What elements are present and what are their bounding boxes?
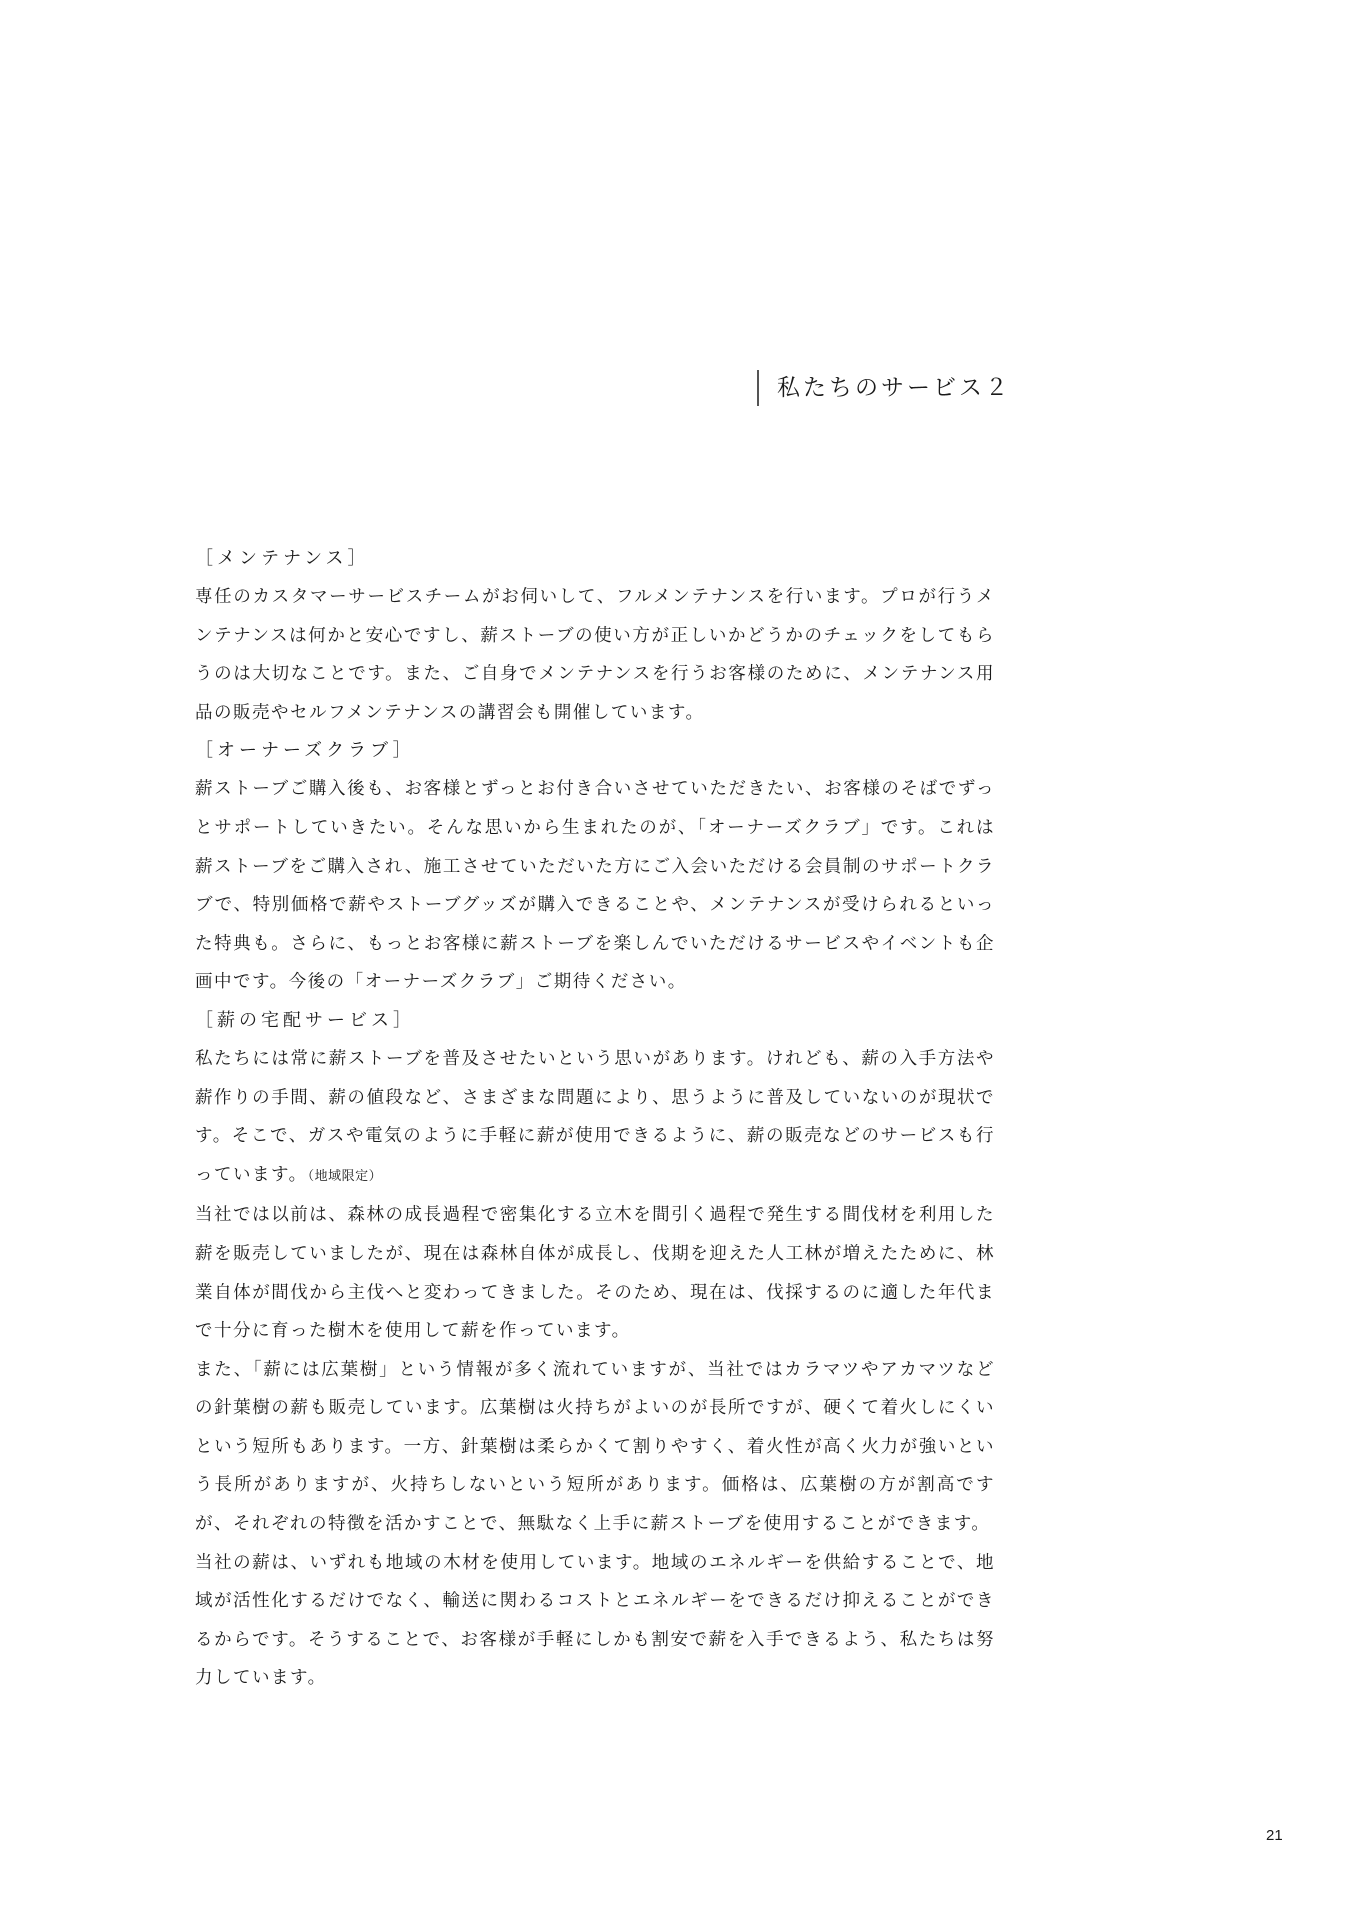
- section-heading-owners-club: ［オーナーズクラブ］: [195, 740, 415, 762]
- section-heading-firewood-delivery: ［薪の宅配サービス］: [195, 1009, 415, 1031]
- firewood-delivery-paragraph-1-text: 私たちには常に薪ストーブを普及させたいという思いがあります。けれども、薪の入手方法や薪作りの手間、薪の値段など、さまざまな問題により、思うように普及していないのが現状です。そこで、ガスや電気のように手軽に薪が使用できるように、薪の販売などのサービスも行っています。: [195, 1048, 995, 1185]
- firewood-delivery-paragraph-3: また、「薪には広葉樹」という情報が多く流れていますが、当社ではカラマツやアカマツなどの針葉樹の薪も販売しています。広葉樹は火持ちがよいのが長所ですが、硬くて着火しにくいという短所もあります。一方、針葉樹は柔らかくて割りやすく、着火性が高く火力が強いという長所がありますが、火持ちしないという短所があります。価格は、広葉樹の方が割高ですが、それぞれの特徴を活かすことで、無駄なく上手に薪ストーブを使用することができます。: [195, 1359, 995, 1535]
- maintenance-paragraph: 専任のカスタマーサービスチームがお伺いして、フルメンテナンスを行います。プロが行うメンテナンスは何かと安心ですし、薪ストーブの使い方が正しいかどうかのチェックをしてもらうのは大切なことです。また、ご自身でメンテナンスを行うお客様のために、メンテナンス用品の販売やセルフメンテナンスの講習会も開催しています。: [195, 587, 995, 723]
- region-limited-note: （地域限定）: [307, 1168, 383, 1184]
- owners-club-paragraph: 薪ストーブご購入後も、お客様とずっとお付き合いさせていただきたい、お客様のそばでずっとサポートしていきたい。そんな思いから生まれたのが、「オーナーズクラブ」です。これは薪ストーブをご購入され、施工させていただいた方にご入会いただける会員制のサポートクラブで、特別価格で薪やストーブグッズが購入できることや、メンテナンスが受けられるといった特典も。さらに、もっとお客様に薪ストーブを楽しんでいただけるサービスやイベントも企画中です。今後の「オーナーズクラブ」ご期待ください。: [195, 779, 995, 993]
- page-number: 21: [1266, 1827, 1283, 1844]
- page-title: 私たちのサービス２: [757, 370, 1011, 406]
- firewood-delivery-paragraph-2: 当社では以前は、森林の成長過程で密集化する立木を間引く過程で発生する間伐材を利用した薪を販売していましたが、現在は森林自体が成長し、伐期を迎えた人工林が増えたために、林業自体が間伐から主伐へと変わってきました。そのため、現在は、伐採するのに適した年代まで十分に育った樹木を使用して薪を作っています。: [195, 1205, 995, 1342]
- firewood-delivery-paragraph-1: [195, 1040, 995, 1196]
- section-heading-maintenance: ［メンテナンス］: [195, 548, 370, 569]
- body-content: [195, 540, 995, 1698]
- firewood-delivery-paragraph-4: 当社の薪は、いずれも地域の木材を使用しています。地域のエネルギーを供給することで、地域が活性化するだけでなく、輸送に関わるコストとエネルギーをできるだけ抑えることができるからです。そうすることで、お客様が手軽にしかも割安で薪を入手できるよう、私たちは努力しています。: [195, 1552, 995, 1689]
